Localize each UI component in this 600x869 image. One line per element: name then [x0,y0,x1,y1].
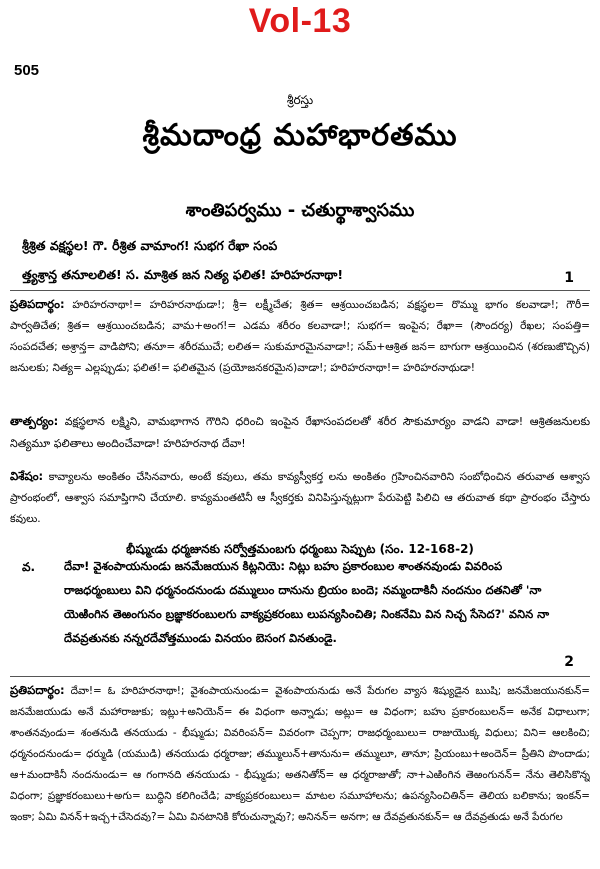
note-paragraph [10,466,590,532]
poem-line-2: త్త్యశ్రాన్త తనూలలిత! స. మాశ్రిత జన నిత్య ఫలిత! హరిహరనాథా! [22,267,344,282]
divider-rule [10,290,590,291]
prose-label: వ. [22,560,36,574]
divider-rule-2 [10,676,590,677]
prose-number: 2 [564,654,574,670]
invocation-text: శ్రీరస్తు [286,93,314,107]
chapter-title: శాంతిపర్వము - చతుర్థాశ్వాసము [185,200,415,221]
volume-label: Vol-13 [248,2,352,40]
word-meaning-text-2: దేవా!= ఓ హరిహరనాథా!; వైశంపాయనుండు= వైశంపాయనుడు అనే పేరుగల వ్యాస శిష్యుడైన ఋషి; జనమేజయునకున్= జనమేజయుడు అనే మహారాజుకు; ఇట్లు+అనియెన్= ఈ విధంగా అన్నాడు; అట్లు= ఆ విధంగా; బహు ప్రకారంబులన్= అనేక విధాలుగా; శాంతనవుండు= శంతనుడి తనయుడు - భీష్ముడు; వివరింపన్= వివరంగా చెప్పగా; రాజధర్మంబులు= రాజుయొక్క విధులు; విని= ఆలకించి; ధర్మనందనుండు= ధర్ముడి (యముడి) తనయుడు ధర్మరాజు; తమ్ములున్+తానును= తమ్ములూ, తానూ; ప్రియంబు+అందెన్= ప్రీతిని పొందాడు; ఆ+మందాకినీ నందనుండు= ఆ గంగానది తనయుడు - భీష్ముడు; అతనితోన్= ఆ ధర్మరాజుతో; నా+ఎఱింగిన తెఱంగునన్= నేను తెలిసికొన్న విధంగా; ప్రజ్ఞాకరంబులు+అగు= బుద్ధిని కలిగించేడి; వాక్యప్రకరంబులు= మాటల సమూహాలను; ఉపన్యసించితిన్= తెలియ బలికాను; ఇంకన్= ఇంకా; ఏమి వినన్+ఇచ్చ+చేసెదవు?= ఏమి వినటానికి కోరుచున్నావు?; అనినన్= అనగా; ఆ దేవవ్రతునకున్= ఆ దేవవ్రతుడు అనే పేరుగల [10,685,590,823]
word-meaning-label: ప్రతిపదార్థం: [10,297,65,311]
prose-verse: దేవా! వైశంపాయనుండు జనమేజయున కిట్లనియె: నిట్లు బహు ప్రకారంబుల శాంతనవుండు వివరింప రాజధర్మంబులు విని ధర్మనందనుండు దమ్ములుం దానును బ్రియం బందె; నమ్మందాకినీ నందనుం దతనితో 'నా యెఱింగిన తెఱంగునం బ్రజ్ఞాకరంబులగు వాక్యప్రకరంబు లుపన్యసించితి; నింకనేమి విన నిచ్చ సేసెద?' వనిన నా దేవవ్రతునకు నన్నరదేవోత్తముండు వినయం బెసంగ వినతుండై. [64,559,550,645]
section-heading: భీష్ముఁడు ధర్మజునకు సర్వోత్తమంబగు ధర్మంబు సెప్పుట (సం. 12-168-2) [126,542,474,556]
word-meaning-paragraph [10,294,590,404]
note-text: కావ్యాలను అంకితం చేసినవారు, అంటే కవులు, తమ కావ్యస్వీకర్త లను అంకితం గ్రహించినవారిని సంబోధించిన తరువాత ఆశ్వాస ప్రారంభంలో, ఆశ్వాస సమాప్తిగాని చేయాలి. కావ్యమంతటినీ ఆ స్వీకర్తకు వినిపిస్తున్నట్లుగా పేరుపెట్టి పిలిచి ఆ తరువాత కథా ప్రారంభం చేస్తారు కవులు. [10,471,590,525]
page-number: 505 [14,62,40,79]
word-meaning-paragraph-2 [10,680,590,868]
word-meaning-text: హరిహరనాథా!= హరిహరనాథుడా!; శ్రీ= లక్ష్మీచేత; శ్రిత= ఆశ్రయించబడిన; వక్షస్థల= రొమ్ము భాగం కలవాడా!; గౌరీ= పార్వతిచేత; శ్రిత= ఆశ్రయించబడిన; వామ+అంగ!= ఎడమ శరీరం కలవాడా!; సుభగ= ఇంపైన; రేఖా= (సౌందర్య) రేఖల; సంపత్తి= సంపదచేత; అశ్రాన్త= వాడిపోని; తనూ= శరీరముచే; లలిత= సుకుమారమైనవాడా!; సమ్+ఆశ్రిత జన= బాగుగా ఆశ్రయించిన (శరణుజొచ్చిన) జనులకు; నిత్య= ఎల్లప్పుడు; ఫలిత!= ఫలితమైన (ప్రయోజనకరమైన)వాడా!; హరిహరనాథా!= హరిహరనాథుడా! [10,299,590,374]
poem-number: 1 [564,270,574,286]
note-label: విశేషం: [10,469,44,483]
word-meaning-label-2: ప్రతిపదార్థం: [10,683,65,697]
main-title: శ్రీమదాంధ్ర మహాభారతము [142,118,458,153]
summary-paragraph [10,410,590,458]
summary-label: తాత్పర్యం: [10,414,59,428]
summary-text: వక్షస్థలాన లక్ష్మిని, వామభాగాన గౌరిని ధరించి ఇంపైన రేఖాసంపదలతో శరీర సౌకుమార్యం వాడని వాడా! ఆశ్రితజనులకు నిత్యమూ ఫలితాలు అందించేవాడా! హరిహరనాథ దేవా! [10,415,590,450]
poem-line-1: శ్రీశ్రిత వక్షస్థల! గౌ. రీశ్రిత వామాంగ! సుభగ రేఖా సంప [22,238,278,253]
